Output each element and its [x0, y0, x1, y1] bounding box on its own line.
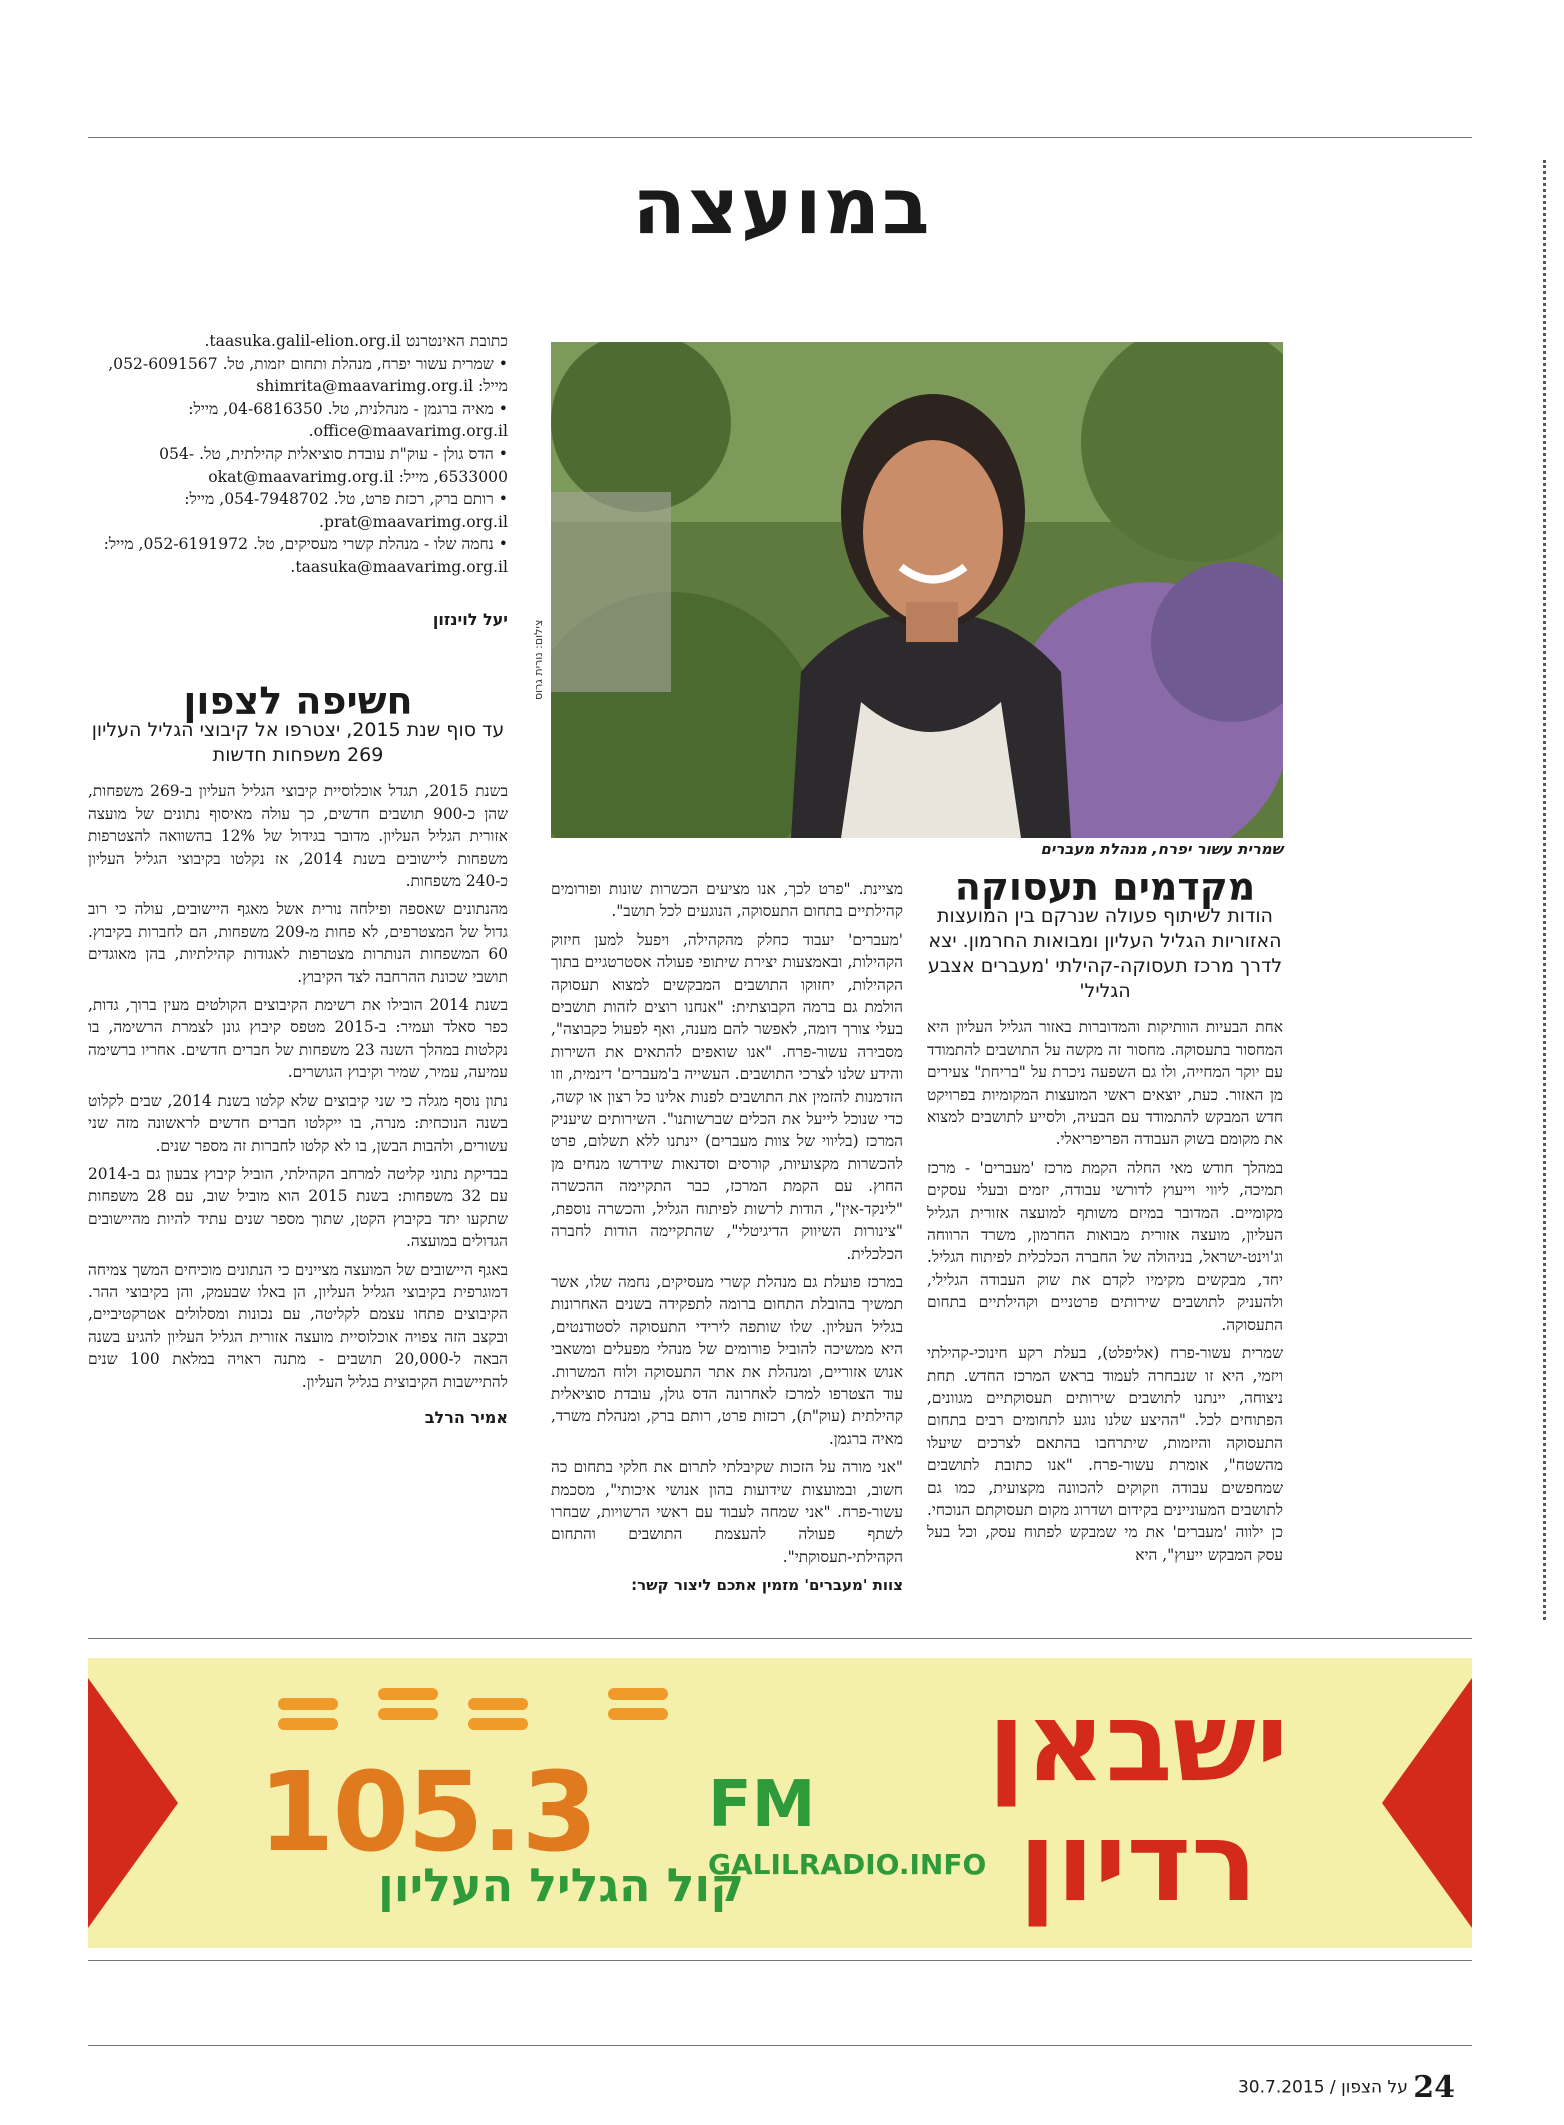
contact-line: • מאיה ברגמן - מנהלנית, טל. 04-6816350, מייל: office@maavarimg.org.il. [188, 399, 508, 441]
contact-label: צוות 'מעברים' מזמין אתכם ליצור קשר: [631, 1576, 903, 1595]
publication-name: על הצפון [1341, 2077, 1408, 2098]
contact-line: • הדס גולן - עוק"ת עובדת סוציאלית קהילתית, טל. 054-6533000, מייל: okat@maavarimg.org.il [159, 444, 508, 486]
contact-line: • שמרית עשור יפרח, מנהלת ותחום יזמות, טל. 052-6091567, מייל: shimrita@maavarimg.org.il [108, 354, 508, 396]
paragraph: מציינת. "פרט לכך, אנו מציעים הכשרות שונות ופורומים קהילתיים בתחום התעסוקה, הנוגעים לכל תושב". [551, 880, 903, 921]
issue-date: 30.7.2015 [1237, 2077, 1325, 2098]
portrait-image [551, 342, 1283, 838]
ad-frequency: 105.3 [258, 1748, 596, 1876]
article-subhead: הודות לשיתוף פעולה שנרקם בין המועצות האזוריות הגליל העליון ומבואות החרמון. יצא לדרך מרכז תעסוקה-קהילתי 'מעברים אצבע הגליל' [927, 905, 1283, 1003]
article-subhead: עד סוף שנת 2015, יצטרפו אל קיבוצי הגליל העליון 269 משפחות חדשות [91, 719, 505, 767]
photo-caption: שמרית עשור יפרח, מנהלת מעברים [1040, 840, 1283, 858]
article-kibbutz [88, 679, 509, 1429]
footer-rule [88, 1960, 1472, 1961]
portrait-photo [551, 342, 1283, 838]
ad-band: FM [708, 1768, 816, 1842]
photo-credit: צילום: נורית גרוס [532, 619, 545, 700]
contact-line: • רותם ברק, רכזת פרט, טל. 054-7948702, מייל: prat@maavarimg.org.il. [184, 490, 508, 531]
section-title: במועצה [632, 162, 932, 252]
paragraph: באגף היישובים של המועצה מציינים כי הנתונים מוכיחים המשך צמיחה דמוגרפית בקיבוצי הגליל העליון, הן באלו שבעמק, והן בקיבוצי ההר. הקיבוצים פתחו עצמם לקליטה, עם נכונות ומסלולים אטרקטיביים, ובקצב הזה צפויה אוכלוסיית מועצה אזורית הגליל העליון להגיע בשנה הבאה ל-20,000 תושבים - מתנה ראויה במלאת 100 שנים להתיישבות הקיבוצית בגליל העליון. [88, 1260, 509, 1391]
article-employment [927, 865, 1283, 1572]
side-dotted-rule [1543, 160, 1546, 1620]
page-footer [1200, 2070, 1455, 2105]
ad-slogan-1: ישבאן [987, 1678, 1289, 1806]
page-number: 24 [1413, 2070, 1455, 2105]
paragraph: "אני מורה על הזכות שקיבלתי לתרום את חלקי בתחום כה חשוב, ובמועצות שידועות בהון אנושי איכותי", מסכמת עשור-פרח. "אני שמחה לעבוד עם ראשי הרשויות, שבחרו לשתף פעולה להעצמת התושבים והתחום הקהילתי-תעסוקתי". [551, 1458, 903, 1566]
paragraph: 'מעברים' יעבוד כחלק מהקהילה, ויפעל למען חיזוק הקהילות, ובאמצעות יצירת שיתופי פעולה אסטרטגיים בתוך הקהילות, יחזוקו התושבים המבקשים למצוא תעסוקה הולמת גם ברמה הקבוצתית: "אנחנו רוצים לזהות תושבים בעלי צורך דומה, לאפשר להם מענה, ואף לפעול כקבוצה", מסבירה עשור-פרח. "אנו שואפים להתאים את השירות והידע שלנו לצרכי התושבים. העשייה ב'מעברים' דינמית, וזו הזדמנות להזמין את התושבים לפנות אלינו כל רצון או קשה, כדי שנוכל לייעל את הכלים שברשותנו". השירותים שיעניק המרכז (בליווי של צוות מעברים) יינתנו ללא תשלום, פרט להכשרות מקצועיות, קורסים וסדנאות שידרשו מנחים מן החוץ. עם הקמת המרכז, כבר התקיימה ההכשרה "לינקד-אין", הודות לרשות לפיתוח הגליל, והכשרה נוספת, "צינורות השיווק הדיגיטלי", שהתקיימה הודות לחברה הכלכלית. [551, 930, 903, 1263]
article-employment-continued [551, 878, 903, 1597]
paragraph: בשנת 2015, תגדל אוכלוסיית קיבוצי הגליל העליון ב-269 משפחות, שהן כ-900 תושבים חדשים, כך עולה מאיסוף נתונים של מועצה אזורית הגליל העליון. מדובר בגידול של 12% בהשוואה להצטרפות משפחות ליישובים בשנת 2014, אז נקלטו בקיבוצי הגליל העליון כ-240 משפחות. [88, 782, 509, 891]
top-rule [88, 137, 1472, 138]
footer-rule-2 [88, 2045, 1472, 2046]
paragraph: במהלך חודש מאי החלה הקמת מרכז 'מעברים' - מרכז תמיכה, ליווי וייעוץ לדורשי עבודה, יזמים ובעלי עסקים מקומיים. המדובר במיזם משותף למועצה אזורית הגליל העליון, מועצה אזורית מבואות החרמון, משרד הרווחה וג'וינט-ישראל, בניהולה של החברה הכלכלית לפיתוח הגליל. יחד, מבקשים מקימיו לקדם את שוק העבודה הגלילי, ולהעניק לתושבים שירותים פרטניים וקהילתיים בתחום התעסוקה. [927, 1158, 1283, 1334]
paragraph: נתון נוסף מגלה כי שני קיבוצים שלא קלטו בשנת 2014, שבים לקלוט בשנה הנוכחית: מנרה, בו ייקלטו חברים חדשים לראשונה מזה שני עשורים, ולהבות הבשן, בו לא קלטו לחברות זה מספר שנים. [88, 1091, 509, 1155]
author-byline: יעל לוינזון [432, 609, 508, 629]
ad-station: קול הגליל העליון [378, 1858, 745, 1912]
paragraph: אחת הבעיות הוותיקות והמדוברות באזור הגליל העליון היא המחסור בתעסוקה. מחסור זה מקשה על התושבים להתמודד עם יוקר המחייה, ולו גם השפעה ניכרת על "בריחת" צעירים מן האזור. כעת, יוצאים ראשי המועצות המקומיות בפרויקט חדש המבקש להתמודד עם הבעיה, ולסייע לתושבים למצוא את מקומם בשוק העבודה הפריפריאלי. [927, 1018, 1283, 1149]
article-headline: מקדמים תעסוקה [954, 865, 1256, 909]
ad-website: GALILRADIO.INFO [708, 1848, 987, 1881]
paragraph: מהנתונים שאספה ופילחה נורית אשל מאגף היישובים, עולה כי רוב גדול של המצטרפים, לא פחות מ-209 משפחות, הם לחברות בקיבוץ. 60 המשפחות הנותרות מצטרפות לאגודות קהילתיות, בהן מאוגדים תושבי שכונת ההרחבה לצד הקיבוץ. [88, 900, 508, 986]
paragraph: בשנת 2014 הובילו את רשימת הקיבוצים הקולטים מעין ברוך, גדות, כפר סאלד ועמיר: ב-2015 מטפס קיבוץ גונן לצמרת הרשימה, בו נקלטות במהלך השנה 23 משפחות של חברים חדשים. אחריו ברשימה עמיעה, עמיר, שמיר וקיבוץ הגושרים. [88, 996, 508, 1082]
article-headline: חשיפה לצפון [183, 679, 413, 723]
ad-slogan-2: רדיון [1018, 1798, 1258, 1926]
separator: / [1329, 2077, 1336, 2098]
author-byline: אמיר הרלב [424, 1407, 508, 1427]
contact-line: • נחמה שלו - מנהלת קשרי מעסיקים, טל. 052-6191972, מייל: taasuka@maavarimg.org.il. [103, 535, 508, 576]
paragraph: שמרית עשור-פרח (אליפלט), בעלת רקע חינוכי-קהילתי ויזמי, היא זו שנבחרה לעמוד בראש המרכז החדש. תחת ניצוחה, יינתנו לתושבים שירותים תעסוקתיים מגוונים, הפתוחים לכל. "ההיצע שלנו נוגע לתחומים רבים בתחום התעסוקה והיזמות, שיתרחבו בהתאם לצרכים שיעלו מהשטח", אומרת עשור-פרח. "אנו כתובת לתושבים שמחפשים עבודה וזקוקים להכוונה מקצועית, כמו גם לתושבים המעוניינים בקידום ושדרוג מקום תעסוקתם הנוכחי. כן ילווה 'מעברים' את מי שמבקש לפתוח עסק, וכל בעל עסק המבקש ייעוץ", היא [927, 1344, 1283, 1564]
paragraph: במרכז פועלת גם מנהלת קשרי מעסיקים, נחמה שלו, אשר תמשיך בהובלת התחום ברומה לתפקידה בשנים האחרונות בגליל העליון. שלו שותפה לירידי התעסוקה לסטודנטים, היא ממשיכה להוביל פורומים של מנהלי מפעלים ומשאבי אנוש אזוריים, ומנהלת את אתר התעסוקה ולוח המשרות. עוד הצטרפו למרכז לאחרונה הדס גולן, עובדת סוציאלית קהילתית (עוק"ת), רכזות פרט, רותם ברק, ומנהלת משרד, מאיה ברגמן. [551, 1272, 903, 1448]
contact-list [88, 330, 508, 631]
radio-advertisement [88, 1658, 1472, 1948]
ad-top-rule [88, 1638, 1472, 1639]
paragraph: בבדיקת נתוני קליטה למרחב הקהילתי, הוביל קיבוץ צבעון גם ב-2014 עם 32 משפחות: בשנת 2015 הוא מוביל שוב, עם 28 משפחות שתקעו יתד בקיבוץ הקטן, שתוך מספר שנים עתיד להיות מהיישובים הגדולים במועצה. [88, 1164, 508, 1251]
contact-line: כתובת האינטרנט taasuka.galil-elion.org.il. [204, 332, 508, 350]
